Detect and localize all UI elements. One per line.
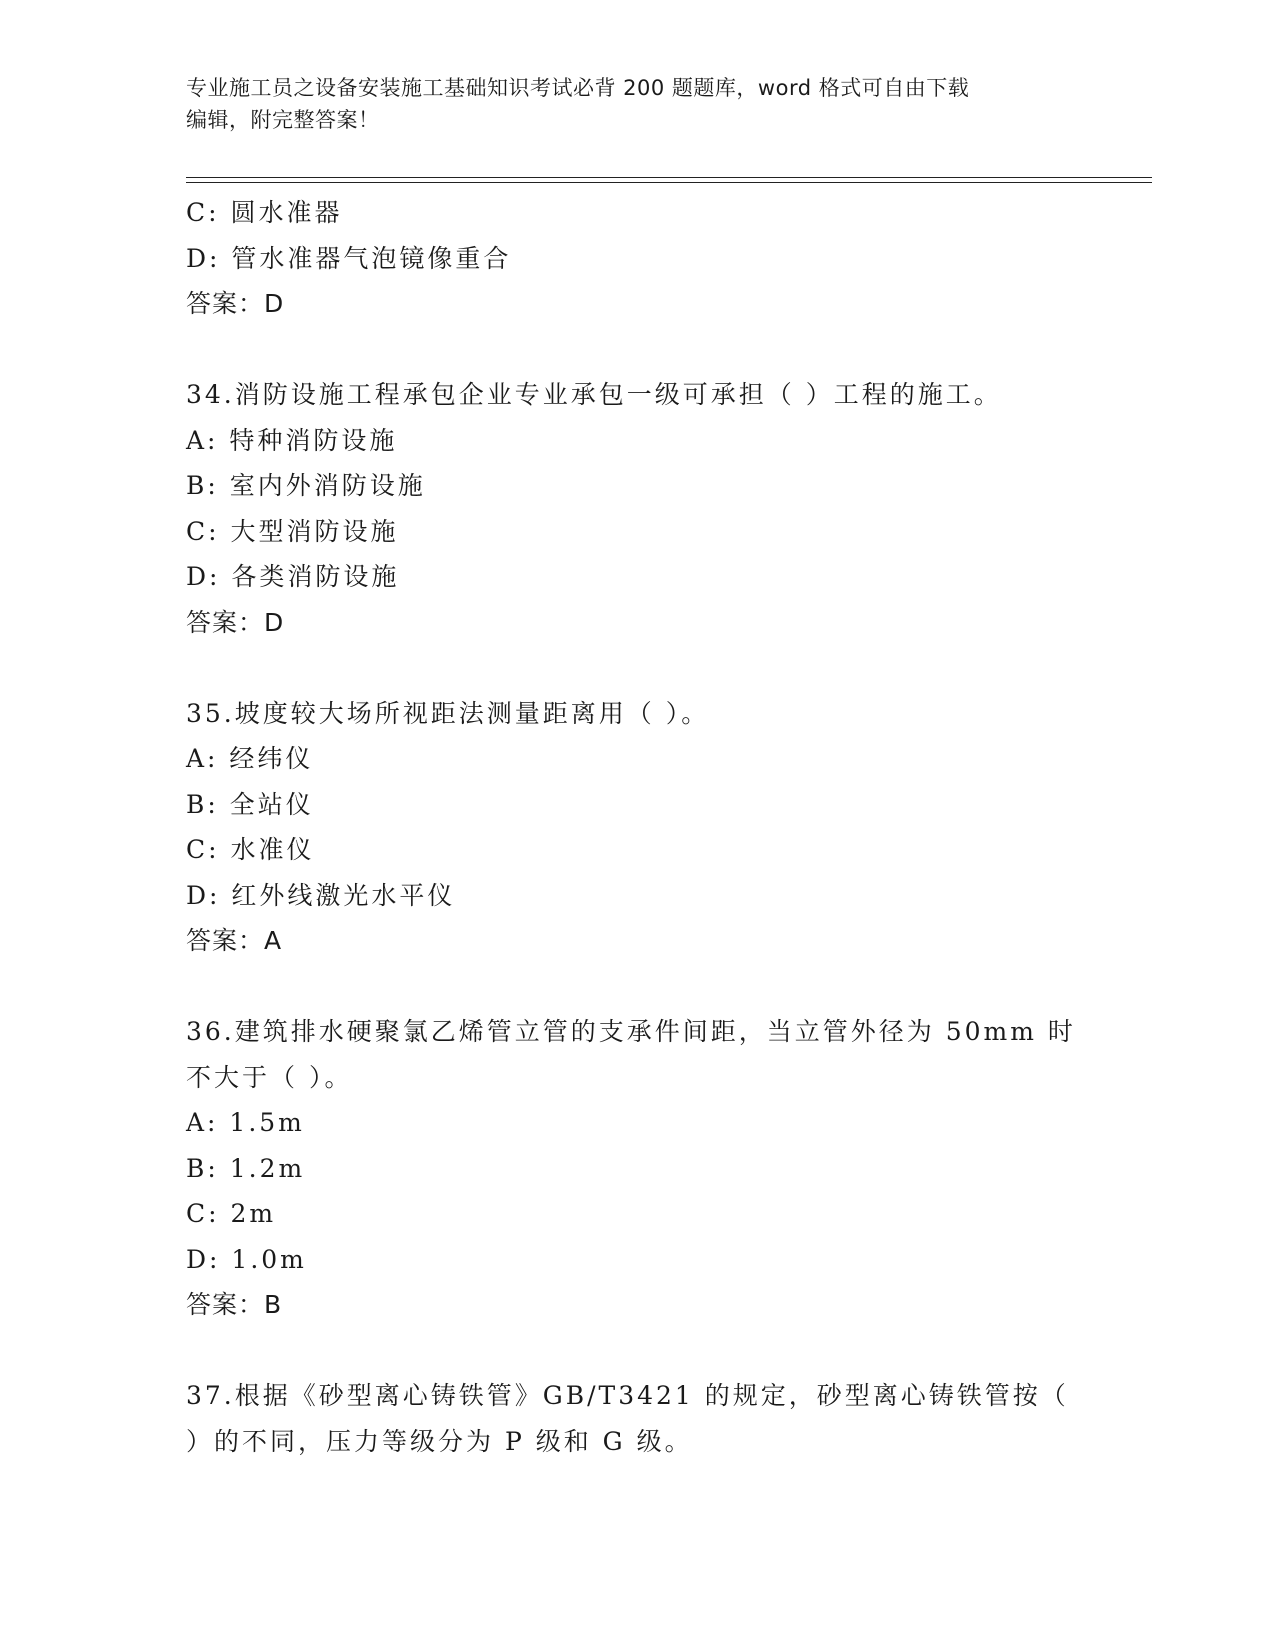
q35-answer: 答案：A (186, 926, 283, 955)
question-37-stem-line-1: 37.根据《砂型离心铸铁管》GB/T3421 的规定，砂型离心铸铁管按（ (186, 1381, 1069, 1410)
q36-option-c: C: 2m (186, 1199, 277, 1228)
document-header (186, 72, 1066, 136)
q35-option-d: D: 红外线激光水平仪 (186, 880, 456, 910)
question-35-stem: 35.坡度较大场所视距法测量距离用（ ）。 (186, 698, 710, 728)
answer: 答案：D (186, 289, 285, 318)
document-body (186, 190, 1086, 1464)
question-34-stem: 34.消防设施工程承包企业专业承包一级可承担（ ）工程的施工。 (186, 380, 1002, 409)
header-rule-bottom (186, 182, 1152, 183)
q34-option-b: B: 室内外消防设施 (186, 471, 426, 500)
header-line-1: 专业施工员之设备安装施工基础知识考试必背 200 题题库，word 格式可自由下载 (186, 76, 970, 100)
q34-answer: 答案：D (186, 607, 285, 637)
header-rule-top (186, 177, 1152, 178)
question-37-stem-line-2: ）的不同，压力等级分为 P 级和 G 级。 (186, 1426, 693, 1456)
q35-option-b: B: 全站仪 (186, 789, 314, 819)
option-c: C: 圆水准器 (186, 198, 343, 227)
q35-option-a: A: 经纬仪 (186, 744, 314, 773)
q34-option-a: A: 特种消防设施 (186, 425, 398, 455)
q36-option-b: B: 1.2m (186, 1153, 306, 1183)
q36-option-a: A: 1.5m (186, 1108, 305, 1137)
q36-answer: 答案：B (186, 1290, 283, 1319)
option-d: D: 管水准器气泡镜像重合 (186, 243, 512, 273)
q34-option-d: D: 各类消防设施 (186, 562, 400, 591)
question-36-stem-line-1: 36.建筑排水硬聚氯乙烯管立管的支承件间距，当立管外径为 50mm 时 (186, 1017, 1076, 1046)
question-36-stem-line-2: 不大于（ ）。 (186, 1062, 353, 1092)
q34-option-c: C: 大型消防设施 (186, 516, 399, 546)
q35-option-c: C: 水准仪 (186, 835, 315, 864)
q36-option-d: D: 1.0m (186, 1244, 307, 1274)
header-line-2: 编辑，附完整答案！ (186, 108, 380, 132)
